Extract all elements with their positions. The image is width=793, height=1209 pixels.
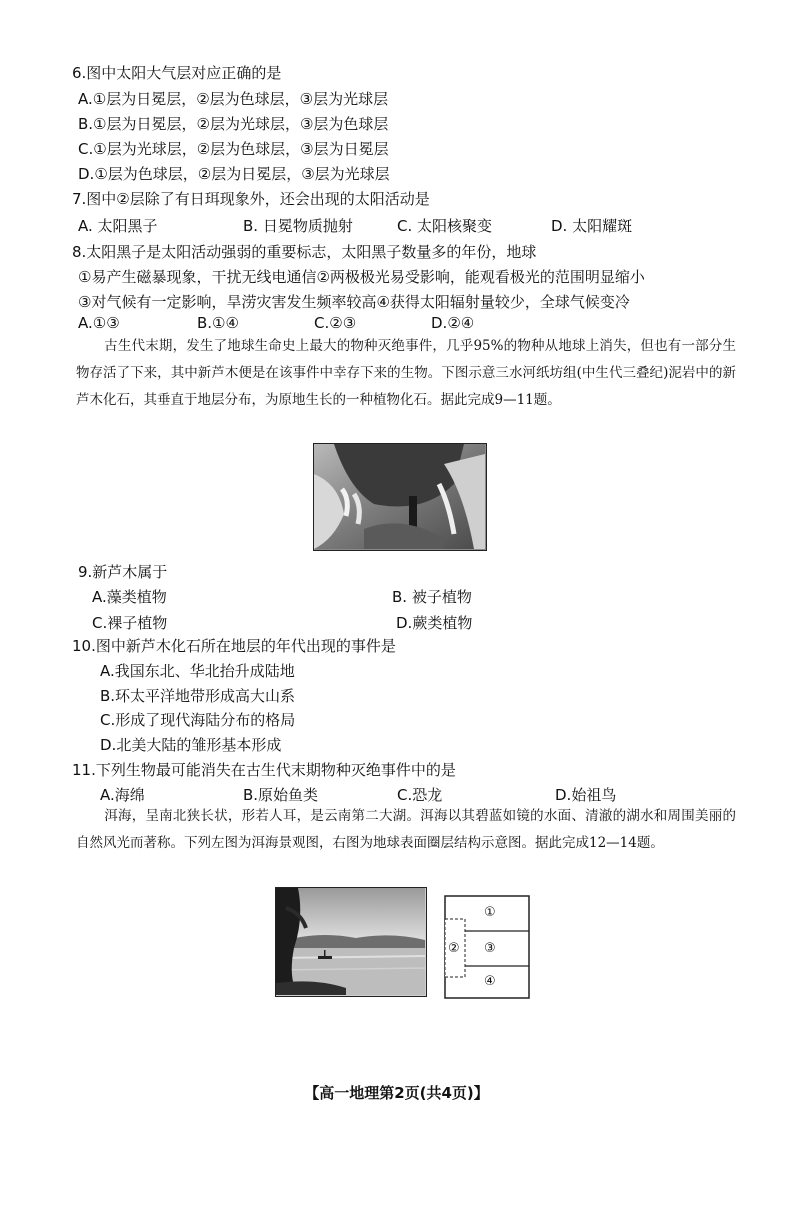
q10-option-a: A.我国东北、华北抬升成陆地 <box>100 662 295 680</box>
q10-option-b: B.环太平洋地带形成高大山系 <box>100 687 296 705</box>
q9-option-a: A.藻类植物 <box>92 588 167 606</box>
q7-option-b: B. 日冕物质抛射 <box>243 217 353 235</box>
layer-label-2: ② <box>448 941 460 956</box>
q9-option-d: D.蕨类植物 <box>396 614 473 632</box>
q10-stem: 10.图中新芦木化石所在地层的年代出现的事件是 <box>72 637 396 655</box>
q10-option-c: C.形成了现代海陆分布的格局 <box>100 711 296 729</box>
q9-stem: 9.新芦木属于 <box>78 563 168 581</box>
q11-option-b: B.原始鱼类 <box>243 786 319 804</box>
q8-statement-2: ③对气候有一定影响，旱涝灾害发生频率较高④获得太阳辐射量较少，全球气候变冷 <box>78 293 630 311</box>
erhai-lake-photo <box>275 887 427 997</box>
passage-fossil-text: 古生代末期，发生了地球生命史上最大的物种灭绝事件，几乎95%的物种从地球上消失，但也有一部分生物存活了下来，其中新芦木便是在该事件中幸存下来的生物。下图示意三水河纸坊组(中生代三叠纪)泥岩中的新芦木化石，其垂直于地层分布，为原地生长的一种植物化石。据此完成9—11题。 <box>76 338 736 408</box>
layer-label-3: ③ <box>484 941 496 956</box>
q11-option-a: A.海绵 <box>100 786 145 804</box>
q6-stem: 6.图中太阳大气层对应正确的是 <box>72 64 282 82</box>
passage-fossil <box>76 333 736 414</box>
q7-stem: 7.图中②层除了有日珥现象外，还会出现的太阳活动是 <box>72 190 430 208</box>
q6-option-c: C.①层为光球层，②层为色球层，③层为日冕层 <box>78 140 389 158</box>
q11-stem: 11.下列生物最可能消失在古生代末期物种灭绝事件中的是 <box>72 761 456 779</box>
q11-option-d: D.始祖鸟 <box>555 786 617 804</box>
q10-option-d: D.北美大陆的雏形基本形成 <box>100 736 282 754</box>
layer-label-4: ④ <box>484 974 496 989</box>
q7-option-a: A. 太阳黑子 <box>78 217 158 235</box>
q8-stem: 8.太阳黑子是太阳活动强弱的重要标志，太阳黑子数量多的年份，地球 <box>72 243 537 261</box>
q6-option-a: A.①层为日冕层，②层为色球层，③层为光球层 <box>78 90 389 108</box>
passage-erhai-text: 洱海，呈南北狭长状，形若人耳，是云南第二大湖。洱海以其碧蓝如镜的水面、清澈的湖水和周围美丽的自然风光而著称。下列左图为洱海景观图，右图为地球表面圈层结构示意图。据此完成12—14题。 <box>76 808 736 851</box>
q6-option-b: B.①层为日冕层，②层为光球层，③层为色球层 <box>78 115 389 133</box>
q8-statement-1: ①易产生磁暴现象，干扰无线电通信②两极极光易受影响，能观看极光的范围明显缩小 <box>78 268 645 286</box>
q11-option-c: C.恐龙 <box>397 786 443 804</box>
page-footer: 【高一地理第2页(共4页)】 <box>304 1084 489 1102</box>
q7-option-d: D. 太阳耀斑 <box>551 217 633 235</box>
q8-option-c: C.②③ <box>314 314 357 332</box>
passage-erhai <box>76 803 736 857</box>
erhai-lake-drawing <box>276 888 425 995</box>
q6-option-d: D.①层为色球层，②层为日冕层，③层为光球层 <box>78 165 390 183</box>
q9-option-c: C.裸子植物 <box>92 614 168 632</box>
earth-sphere-diagram <box>444 895 530 999</box>
layer-label-1: ① <box>484 905 496 920</box>
q8-option-b: B.①④ <box>197 314 239 332</box>
fossil-photo <box>313 443 487 551</box>
q9-option-b: B. 被子植物 <box>392 588 472 606</box>
q7-option-c: C. 太阳核聚变 <box>397 217 493 235</box>
q8-option-d: D.②④ <box>431 314 475 332</box>
fossil-photo-drawing <box>314 444 485 549</box>
q8-option-a: A.①③ <box>78 314 120 332</box>
